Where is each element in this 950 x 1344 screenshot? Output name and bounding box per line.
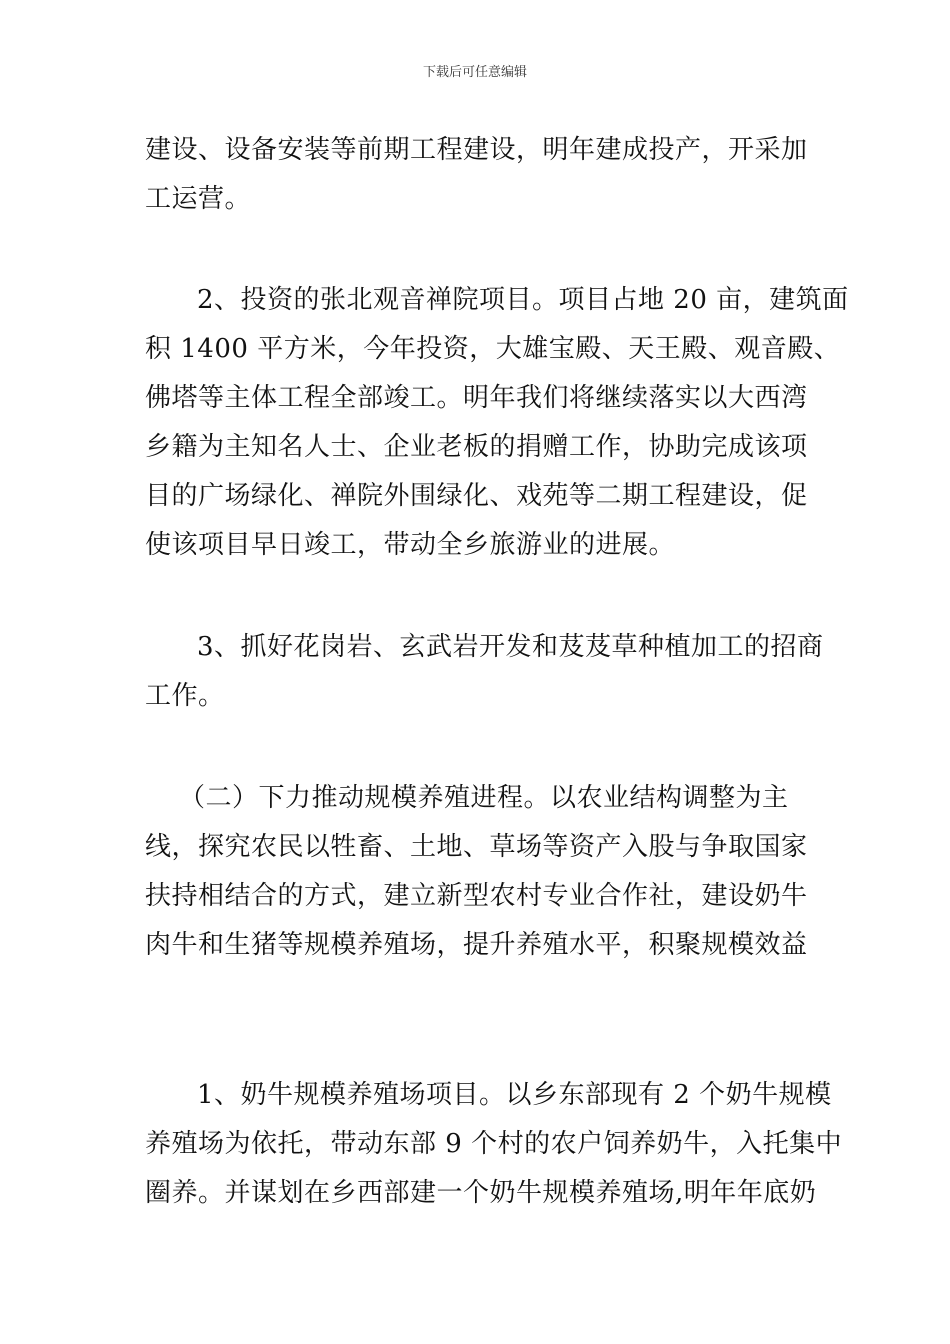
paragraph-line: 建设、设备安装等前期工程建设，明年建成投产，开采加	[145, 135, 808, 165]
paragraph-4	[145, 774, 807, 970]
paragraph-line: 2、投资的张北观音禅院项目。项目占地 20 亩，建筑面	[197, 285, 849, 315]
page-header-note: 下载后可任意编辑	[422, 65, 527, 80]
paragraph-line: 圈养。并谋划在乡西部建一个奶牛规模养殖场,明年年底奶	[145, 1178, 817, 1208]
paragraph-line: 养殖场为依托，带动东部 9 个村的农户饲养奶牛，入托集中	[145, 1129, 843, 1159]
paragraph-line: 线，探究农民以牲畜、土地、草场等资产入股与争取国家	[145, 832, 808, 862]
paragraph-line: 使该项目早日竣工，带动全乡旅游业的进展。	[145, 530, 676, 560]
paragraph-5	[145, 1071, 843, 1218]
paragraph-line: 目的广场绿化、禅院外围绿化、戏苑等二期工程建设，促	[145, 481, 808, 511]
paragraph-line: 佛塔等主体工程全部竣工。明年我们将继续落实以大西湾	[145, 383, 808, 413]
paragraph-line: 1、奶牛规模养殖场项目。以乡东部现有 2 个奶牛规模	[197, 1080, 832, 1110]
paragraph-line: 3、抓好花岗岩、玄武岩开发和芨芨草种植加工的招商	[197, 632, 824, 662]
paragraph-1	[145, 126, 807, 224]
paragraph-line: 扶持相结合的方式，建立新型农村专业合作社，建设奶牛	[145, 881, 808, 911]
paragraph-line: （二）下力推动规模养殖进程。以农业结构调整为主	[179, 783, 789, 813]
paragraph-line: 乡籍为主知名人士、企业老板的捐赠工作，协助完成该项	[145, 432, 808, 462]
paragraph-line: 肉牛和生猪等规模养殖场，提升养殖水平，积聚规模效益	[145, 930, 808, 960]
paragraph-3	[145, 623, 824, 721]
paragraph-line: 积 1400 平方米，今年投资，大雄宝殿、天王殿、观音殿、	[145, 334, 841, 364]
paragraph-line: 工运营。	[145, 184, 252, 214]
paragraph-2	[145, 276, 849, 570]
paragraph-line: 工作。	[145, 681, 225, 711]
